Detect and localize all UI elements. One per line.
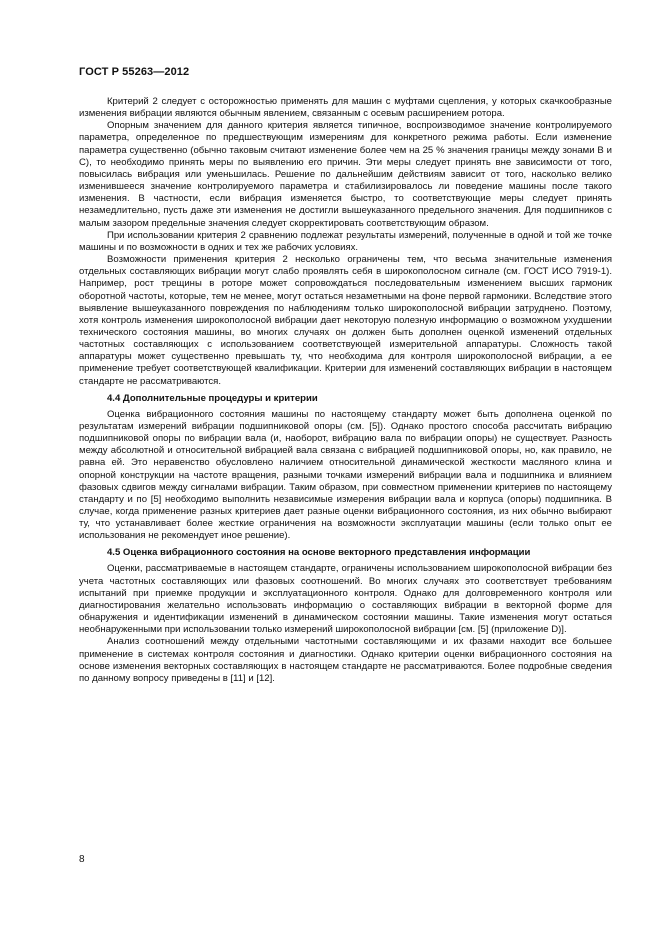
document-header: ГОСТ Р 55263—2012 [79, 66, 190, 78]
paragraph: При использовании критерия 2 сравнению подлежат результаты измерений, полученные в одной и той же точке машины и по возможности в одних и тех же рабочих условиях. [79, 229, 612, 253]
paragraph: Оценка вибрационного состояния машины по настоящему стандарту может быть дополнена оценкой по результатам измерений вибрации подшипниковой опоры (см. [5]). Однако простого способа рассчитать вибрацию подшипниковой опоры по вибрации вала (и, наоборот, вибрацию вала по вибрации опоры) не существует. Разность между абсолютной и относительной вибрацией вала связана с вибрацией подшипниковой опоры, но, как правило, не равна ей. Это неравенство обусловлено наличием относительной динамической жесткости масляного клина и опорной конструкции на частоте вращения, разными точками измерений вибрации вала и подшипника и влиянием фазовых сдвигов между сигналами вибрации. Таким образом, при совместном применении критериев по настоящему стандарту и по [5] необходимо выполнить независимые измерения вибрации вала и корпуса (опоры) подшипника. В случае, когда применение разных критериев дает разные оценки вибрационного состояния, из них обычно выбирают ту, что устанавливает более жесткие ограничения на возможности эксплуатации машины (если только опыт ее использования не рекомендует иное решение). [79, 408, 612, 542]
section-heading-4-5: 4.5 Оценка вибрационного состояния на основе векторного представления информации [107, 547, 531, 559]
paragraph: Оценки, рассматриваемые в настоящем стандарте, ограничены использованием широкополосной вибрации без учета частотных составляющих или фазовых соотношений. Во многих случаях это соответствует требованиям испытаний при приемке продукции и эксплуатационного контроля. Однако для долговременного контроля или диагностирования желательно использовать информацию о составляющих вибрации в векторной форме для обнаружения и идентификации изменений в динамическом состоянии машины. Такие изменения могут остаться необнаруженными при использовании только измерений широкополосной вибрации [см. [5] (приложение D)]. [79, 563, 612, 636]
paragraph: Анализ соотношений между отдельными частотными составляющими и их фазами находит все большее применение в системах контроля состояния и диагностики. Однако критерии оценки вибрационного состояния на основе изменения векторных составляющих в настоящем стандарте не рассматриваются. Более подробные сведения по данному вопросу приведены в [11] и [12]. [79, 636, 612, 684]
paragraph: Опорным значением для данного критерия является типичное, воспроизводимое значение контролируемого параметра, определенное по предшествующим измерениям для конкретного режима работы. Если изменение параметра существенно (обычно таковым считают изменение более чем на 25 % значения границы между зонами В и С), то необходимо принять меры по выявлению его причин. Эти меры следует принять вне зависимости от того, повысилась вибрация или уменьшилась. Решение по дальнейшим действиям зависит от того, насколько велико изменившееся значение контролируемого параметра и стабилизировалось ли поведение машины после такого изменения. В частности, если вибрация изменяется быстро, то соответствующие меры следует принять незамедлительно, пусть даже эти изменения не достигли вышеуказанного предельного значения. Для подшипников с малым зазором предельные значения следует скорректировать соответствующим образом. [79, 120, 612, 229]
section-heading-4-4: 4.4 Дополнительные процедуры и критерии [107, 392, 318, 404]
page-number: 8 [79, 854, 85, 865]
document-body [79, 96, 612, 685]
paragraph: Возможности применения критерия 2 несколько ограничены тем, что весьма значительные изменения отдельных составляющих вибрации могут слабо проявлять себя в широкополосном сигнале (см. ГОСТ ИСО 7919-1). Например, рост трещины в роторе может сопровождаться последовательным изменением высших гармоник оборотной частоты, которые, тем не менее, могут остаться незаметными на фоне первой гармоники. Вследствие этого выявление вышеуказанного повреждения по наблюдениям только широкополосной вибрации затруднено. Поэтому, хотя контроль изменения широкополосной вибрации дает некоторую полезную информацию о возможном ухудшении технического состояния машины, во многих случаях он должен быть дополнен оценкой изменений отдельных частотных составляющих с использованием соответствующей измерительной аппаратуры. Сложность такой аппаратуры может существенно превышать ту, что необходима для контроля широкополосной вибрации, а ее применение требует соответствующей квалификации. Критерии для изменений составляющих вибрации в настоящем стандарте не рассматриваются. [79, 254, 612, 387]
paragraph: Критерий 2 следует с осторожностью применять для машин с муфтами сцепления, у которых скачкообразные изменения вибрации являются обычным явлением, связанным с осевым расширением ротора. [79, 96, 612, 120]
